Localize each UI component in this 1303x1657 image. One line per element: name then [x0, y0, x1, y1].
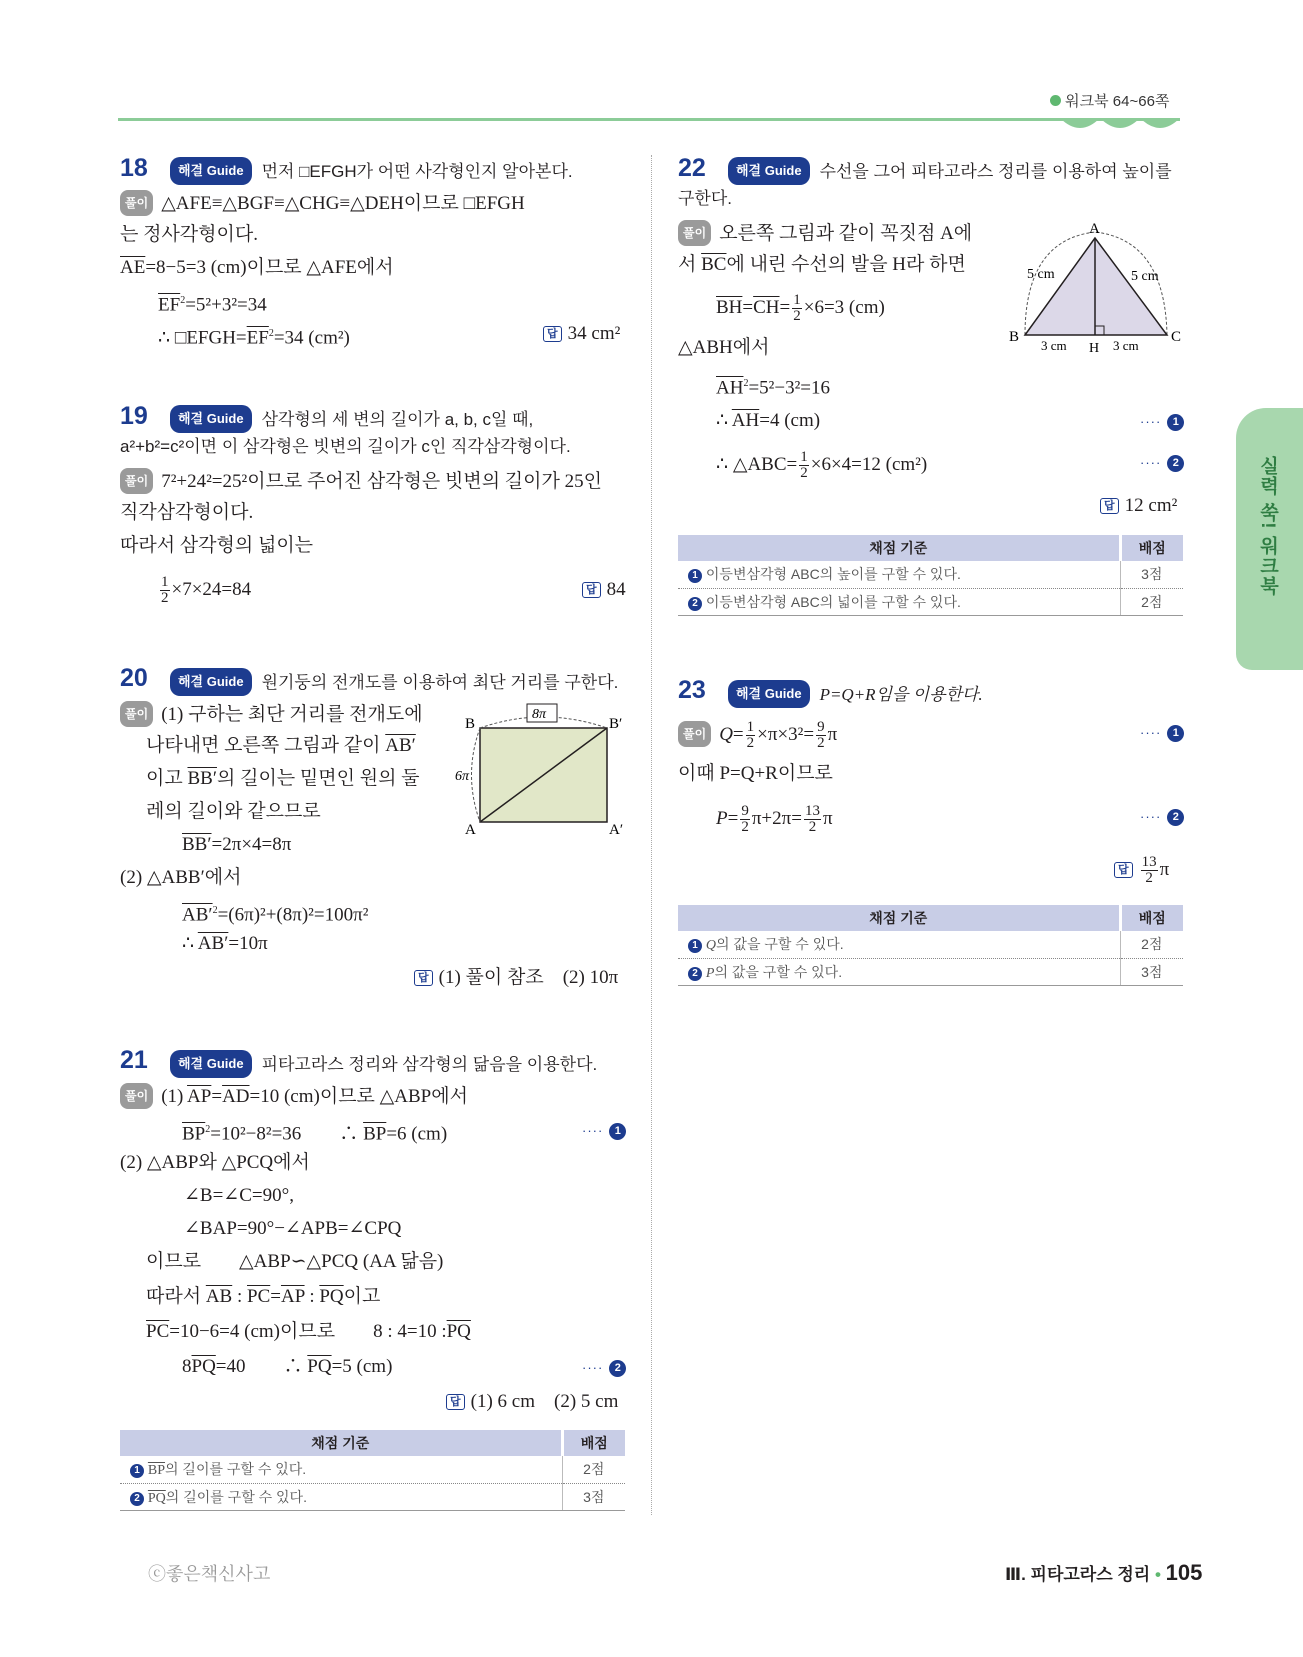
solution-line: ∴ $\overline{AH}=4$ (cm) — [716, 410, 821, 431]
solution-line: ∴ △ABC= $\frac{1}{2}$ ×6×4=12 (cm²) — [716, 449, 928, 481]
side-tab[interactable] — [1236, 408, 1303, 670]
table-row: 2 이등변삼각형 ABC의 넓이를 구할 수 있다. 2점 — [678, 588, 1183, 615]
solution-line: $\overline{AH}^2=5^2-3^2=16$ — [716, 377, 830, 399]
step-mark: ···· 2 — [582, 1355, 626, 1380]
table-header: 배점 — [1120, 905, 1183, 931]
answer: 답 34 cm² — [543, 322, 620, 346]
side-tab-label: 실력 쑥! 워크북 — [1257, 456, 1278, 596]
problem-number: 20 — [120, 664, 148, 692]
step-mark: ···· 2 — [1140, 450, 1184, 475]
solution-line: $\overline{BH}=\overline{CH}=$ $\frac{1}{2}$ ×6=3 (cm) — [716, 292, 885, 324]
table-row: 2 $\overline{PQ}$의 길이를 구할 수 있다. 3점 — [120, 1483, 625, 1510]
guide-badge: 해결 Guide — [728, 157, 810, 185]
fig-label-H: H — [1089, 341, 1100, 355]
answer-badge: 답 — [414, 970, 433, 986]
guide-badge: 해결 Guide — [170, 405, 252, 433]
solution-line: $\overline{AE}=8-5=3$ (cm)이므로 △AFE에서 — [120, 257, 394, 278]
guide-badge: 해결 Guide — [728, 680, 810, 708]
guide-line-2: 구한다. — [678, 189, 732, 208]
answer: 답 (1) 풀이 참조 (2) 10π — [414, 966, 618, 990]
answer: 답 84 — [582, 578, 626, 602]
solution-line: 이므로 △ABP∽△PCQ (AA 닮음) — [146, 1251, 444, 1272]
problem-number: 21 — [120, 1046, 148, 1074]
guide-line-2: a²+b²=c²이면 이 삼각형은 빗변의 길이가 c인 직각삼각형이다. — [120, 437, 571, 456]
table-row: 1 Q의 값을 구할 수 있다. 2점 — [678, 931, 1183, 958]
step-mark: ···· 1 — [1140, 409, 1184, 434]
solution-line: P= $\frac{9}{2}$ π+2π= $\frac{13}{2}$ π — [716, 803, 833, 835]
step-mark: ···· 2 — [1140, 804, 1184, 829]
answer-badge: 답 — [446, 1394, 465, 1410]
answer-badge: 답 — [1100, 498, 1119, 514]
table-header: 채점 기준 — [678, 905, 1120, 931]
table-header: 채점 기준 — [678, 535, 1120, 561]
solution-badge: 풀이 — [120, 468, 153, 494]
footer-chapter: Ⅲ. 피타고라스 정리 • 105 — [1005, 1560, 1203, 1585]
solution-line: $\overline{PC}=10-6=4$ (cm)이므로 8 : 4=10 $:\overline{PQ}$ — [146, 1321, 471, 1342]
answer-badge: 답 — [543, 326, 562, 342]
solution-line: ∴ AB′=10π — [182, 933, 268, 954]
fig-label-Bp: B′ — [609, 716, 623, 732]
grading-table-21 — [120, 1430, 625, 1511]
fig-label-A: A — [1089, 221, 1100, 237]
answer: 답 (1) 6 cm (2) 5 cm — [446, 1390, 618, 1414]
solution-line: ∠B=∠C=90°, — [184, 1185, 294, 1206]
isosceles-triangle-figure — [1005, 220, 1185, 355]
solution-badge: 풀이 — [120, 1083, 153, 1109]
fig-label-top: 8π — [532, 707, 547, 722]
table-header: 배점 — [1120, 535, 1183, 561]
solution-badge: 풀이 — [678, 721, 711, 747]
fig-label-side2: 5 cm — [1131, 269, 1159, 284]
solution-line: $8\overline{PQ}=40$ ∴ $\overline{PQ}=5$ (cm) — [182, 1356, 393, 1377]
solution-line: ∴ $□EFGH=\overline{EF}^2=34$ (cm²) — [158, 327, 350, 349]
fig-label-base2: 3 cm — [1113, 338, 1139, 353]
bullet-icon — [1050, 95, 1061, 106]
fig-label-side1: 5 cm — [1027, 267, 1055, 282]
guide-badge: 해결 Guide — [170, 157, 252, 185]
solution-line: 풀이 7²+24²=25²이므로 주어진 삼각형은 빗변의 길이가 25인 — [120, 468, 602, 494]
problem-number: 18 — [120, 154, 148, 182]
guide-badge: 해결 Guide — [170, 1050, 252, 1078]
step-mark: ···· 1 — [1140, 720, 1184, 745]
fig-label-B: B — [1009, 329, 1020, 345]
guide-line: 해결 Guide 원기둥의 전개도를 이용하여 최단 거리를 구한다. — [170, 668, 618, 696]
guide-line: 해결 Guide 피타고라스 정리와 삼각형의 닮음을 이용한다. — [170, 1050, 597, 1078]
solution-line: 는 정사각형이다. — [120, 224, 258, 245]
solution-line: ∠BAP=90°−∠APB=∠CPQ — [184, 1218, 402, 1239]
fig-label-base1: 3 cm — [1041, 338, 1067, 353]
footer-copyright: ⓒ좋은책신사고 — [148, 1564, 271, 1584]
fig-label-A: A — [465, 822, 476, 838]
solution-line: $\frac{1}{2}$ ×7×24=84 — [161, 574, 252, 606]
solution-line: 풀이 Q= $\frac{1}{2}$ ×π×3²= $\frac{9}{2}$ π — [678, 720, 837, 751]
header-wave-decoration — [1060, 118, 1182, 136]
solution-line: (2) △ABB′에서 — [120, 867, 242, 888]
guide-badge: 해결 Guide — [170, 668, 252, 696]
fig-label-C: C — [1171, 329, 1182, 345]
grading-table-23 — [678, 905, 1183, 986]
solution-line: 따라서 $\overline{AB}$ : $\overline{PC}=\overline{AP}$ : $\overline{PQ}$이고 — [146, 1286, 381, 1307]
table-row: 2 P의 값을 구할 수 있다. 3점 — [678, 958, 1183, 985]
solution-line: 풀이 (1) 구하는 최단 거리를 전개도에 — [120, 701, 423, 727]
cylinder-net-figure — [455, 698, 635, 838]
fig-label-side: 6π — [455, 769, 470, 784]
solution-line: 서 $\overline{BC}$에 내린 수선의 발을 H라 하면 — [678, 254, 966, 275]
guide-line: 해결 Guide 먼저 □EFGH가 어떤 사각형인지 알아본다. — [170, 157, 573, 185]
problem-number: 19 — [120, 402, 148, 430]
triangle-ABC — [1025, 238, 1167, 335]
header-workbook-ref: 워크북 64~66쪽 — [1050, 90, 1169, 111]
guide-line: 해결 Guide 삼각형의 세 변의 길이가 a, b, c일 때, — [170, 405, 533, 433]
solution-line: 직각삼각형이다. — [120, 502, 254, 523]
table-header: 배점 — [562, 1430, 625, 1456]
answer-badge: 답 — [582, 582, 601, 598]
guide-line: 해결 Guide P=Q+R임을 이용한다. — [728, 680, 983, 708]
answer: 답 12 cm² — [1100, 494, 1177, 518]
solution-badge: 풀이 — [678, 220, 711, 246]
solution-line: 이때 P=Q+R이므로 — [678, 763, 833, 784]
solution-line: 레의 길이와 같으므로 — [146, 801, 321, 822]
fig-label-Ap: A′ — [609, 822, 624, 838]
answer-badge: 답 — [1114, 862, 1133, 878]
grading-table-22 — [678, 535, 1183, 616]
table-row: 1 이등변삼각형 ABC의 높이를 구할 수 있다. 3점 — [678, 561, 1183, 588]
solution-line: 풀이 △AFE≡△BGF≡△CHG≡△DEH이므로 □EFGH — [120, 190, 525, 216]
solution-line: △ABH에서 — [678, 337, 770, 358]
column-divider — [651, 155, 652, 1515]
solution-line: 풀이 오른쪽 그림과 같이 꼭짓점 A에 — [678, 220, 972, 246]
header-rule — [118, 118, 1180, 121]
solution-line: (2) △ABP와 △PCQ에서 — [120, 1152, 310, 1173]
table-header: 채점 기준 — [120, 1430, 562, 1456]
guide-line: 해결 Guide 수선을 그어 피타고라스 정리를 이용하여 높이를 — [728, 157, 1172, 185]
answer: 답 $\frac{13}{2}$ π — [1114, 855, 1169, 886]
table-row: 1 $\overline{BP}$의 길이를 구할 수 있다. 2점 — [120, 1456, 625, 1483]
solution-line: 나타내면 오른쪽 그림과 같이 AB′ — [146, 735, 416, 756]
solution-line: $\overline{EF}^2=5^2+3^2=34$ — [158, 294, 267, 316]
page-number: 105 — [1165, 1560, 1203, 1585]
solution-line: 풀이 (1) $\overline{AP}=\overline{AD}=10$ (cm)이므로 △ABP에서 — [120, 1083, 468, 1109]
solution-line: $AB'^2=(6\pi)^2+(8\pi)^2=100\pi^2$ — [182, 904, 369, 926]
solution-badge: 풀이 — [120, 701, 153, 727]
solution-line: 이고 BB′의 길이는 밑면인 원의 둘 — [146, 768, 420, 789]
problem-number: 23 — [678, 676, 706, 704]
step-mark: ···· 1 — [582, 1118, 626, 1143]
solution-line: $\overline{BP}^2=10^2-8^2=36$ ∴ $\overline{BP}=6$ (cm) — [182, 1123, 448, 1145]
solution-line: BB′=2π×4=8π — [182, 834, 292, 855]
fig-label-B: B — [465, 716, 476, 732]
solution-badge: 풀이 — [120, 190, 153, 216]
solution-line: 따라서 삼각형의 넓이는 — [120, 535, 314, 556]
problem-number: 22 — [678, 154, 706, 182]
